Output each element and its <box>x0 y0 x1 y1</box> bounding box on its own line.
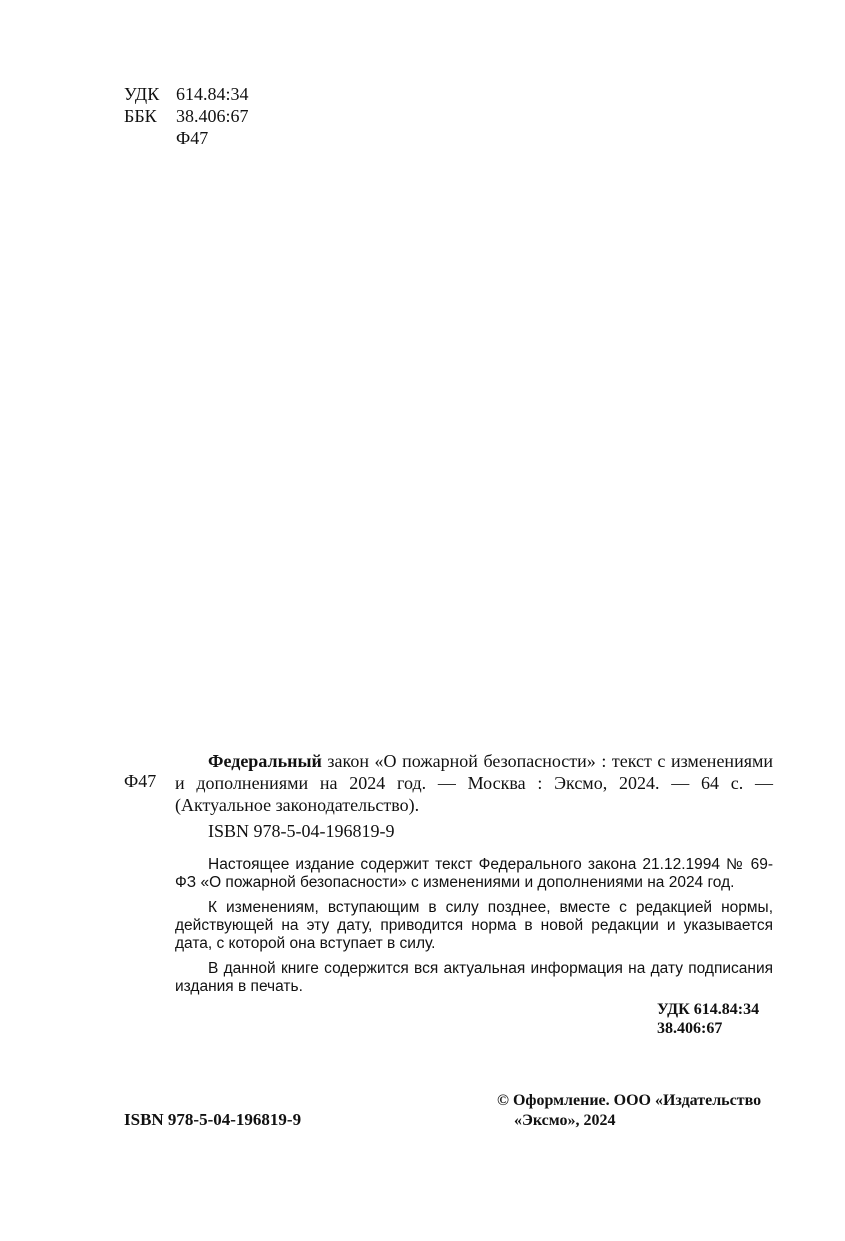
annotation-paragraph-3: В данной книге содержится вся актуальная информация на дату подписания издания в печать. <box>175 960 773 995</box>
copyright-line-2: «Эксмо», 2024 <box>514 1112 616 1129</box>
card-description-text: закон «О пожарной безопасности» : текст с изменениями и дополнениями на 2024 год. — Москва : Эксмо, 2024. — 64 с. — (Актуальное законодательство). <box>175 751 773 815</box>
bbk-row <box>124 105 249 127</box>
annotation-paragraph-1: Настоящее издание содержит текст Федерального закона 21.12.1994 № 69-ФЗ «О пожарной безопасности» с изменениями и дополнениями на 2024 год. <box>175 856 773 891</box>
card-title-bold: Федеральный <box>208 751 322 771</box>
copyright-line-1: © Оформление. ООО «Издательство <box>497 1092 762 1109</box>
author-mark-row <box>124 127 208 149</box>
card-isbn: ISBN 978-5-04-196819-9 <box>208 821 395 841</box>
bbk-value: 38.406:67 <box>176 106 249 126</box>
udk-label: УДК <box>124 84 160 104</box>
udk-row <box>124 83 249 105</box>
copyright-notice <box>497 1091 761 1131</box>
index-bbk: 38.406:67 <box>657 1020 723 1037</box>
bibliographic-description <box>175 750 773 816</box>
index-codes <box>657 1000 759 1038</box>
card-author-mark: Ф47 <box>124 771 157 791</box>
annotation-paragraph-2: К изменениям, вступающим в силу позднее, вместе с редакцией нормы, действующей на эту дату, приводится норма в новой редакции и указывается дата, с которой она вступает в силу. <box>175 899 773 952</box>
udk-value: 614.84:34 <box>176 84 249 104</box>
bbk-label: ББК <box>124 106 157 126</box>
footer-isbn: ISBN 978-5-04-196819-9 <box>124 1110 302 1129</box>
index-udk: УДК 614.84:34 <box>657 1001 760 1018</box>
author-mark: Ф47 <box>176 128 209 148</box>
